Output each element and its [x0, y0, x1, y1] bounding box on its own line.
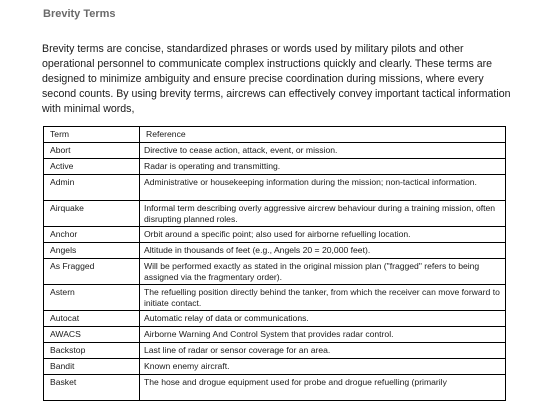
reference-cell: Administrative or housekeeping information during the mission; non-tactical information. — [140, 175, 506, 201]
table-row — [44, 159, 506, 175]
term-cell: Abort — [44, 143, 140, 159]
table-row — [44, 143, 506, 159]
reference-cell: The refuelling position directly behind the tanker, from which the receiver can move forward to initiate contact. — [140, 285, 506, 311]
reference-cell: Known enemy aircraft. — [140, 359, 506, 375]
reference-cell: Automatic relay of data or communications. — [140, 311, 506, 327]
term-cell: AWACS — [44, 327, 140, 343]
brevity-terms-table — [43, 126, 506, 401]
reference-cell: Airborne Warning And Control System that provides radar control. — [140, 327, 506, 343]
table-row — [44, 259, 506, 285]
table-header-row — [44, 127, 506, 143]
reference-cell: Will be performed exactly as stated in the original mission plan ("fragged" refers to being assigned via the fragmentary order). — [140, 259, 506, 285]
reference-cell: Orbit around a specific point; also used for airborne refuelling location. — [140, 227, 506, 243]
table-row — [44, 375, 506, 401]
reference-cell: Last line of radar or sensor coverage for an area. — [140, 343, 506, 359]
term-cell: Admin — [44, 175, 140, 201]
reference-cell: Directive to cease action, attack, event, or mission. — [140, 143, 506, 159]
intro-paragraph: Brevity terms are concise, standardized phrases or words used by military pilots and other operational personnel to communicate complex instructions quickly and clearly. These terms are designed to minimize ambiguity and ensure precise coordination during missions, where every second counts. By using brevity terms, aircrews can effectively convey important tactical information with minimal words, — [42, 43, 511, 115]
term-cell: Basket — [44, 375, 140, 401]
document-title: Brevity Terms — [43, 8, 116, 20]
reference-cell: Radar is operating and transmitting. — [140, 159, 506, 175]
table-row — [44, 175, 506, 201]
column-header-term: Term — [44, 127, 140, 143]
table-body — [44, 143, 506, 401]
term-cell: As Fragged — [44, 259, 140, 285]
reference-cell: Informal term describing overly aggressive aircrew behaviour during a training mission, often disrupting planned roles. — [140, 201, 506, 227]
term-cell: Angels — [44, 243, 140, 259]
table-row — [44, 243, 506, 259]
term-cell: Airquake — [44, 201, 140, 227]
table-row — [44, 327, 506, 343]
term-cell: Astern — [44, 285, 140, 311]
table-row — [44, 311, 506, 327]
table-header — [44, 127, 506, 143]
table-row — [44, 285, 506, 311]
table-row — [44, 227, 506, 243]
table-row — [44, 201, 506, 227]
term-cell: Active — [44, 159, 140, 175]
term-cell: Backstop — [44, 343, 140, 359]
reference-cell: The hose and drogue equipment used for probe and drogue refuelling (primarily — [140, 375, 506, 401]
column-header-reference: Reference — [140, 127, 506, 143]
table-row — [44, 343, 506, 359]
term-cell: Bandit — [44, 359, 140, 375]
term-cell: Autocat — [44, 311, 140, 327]
table-row — [44, 359, 506, 375]
term-cell: Anchor — [44, 227, 140, 243]
reference-cell: Altitude in thousands of feet (e.g., Angels 20 = 20,000 feet). — [140, 243, 506, 259]
